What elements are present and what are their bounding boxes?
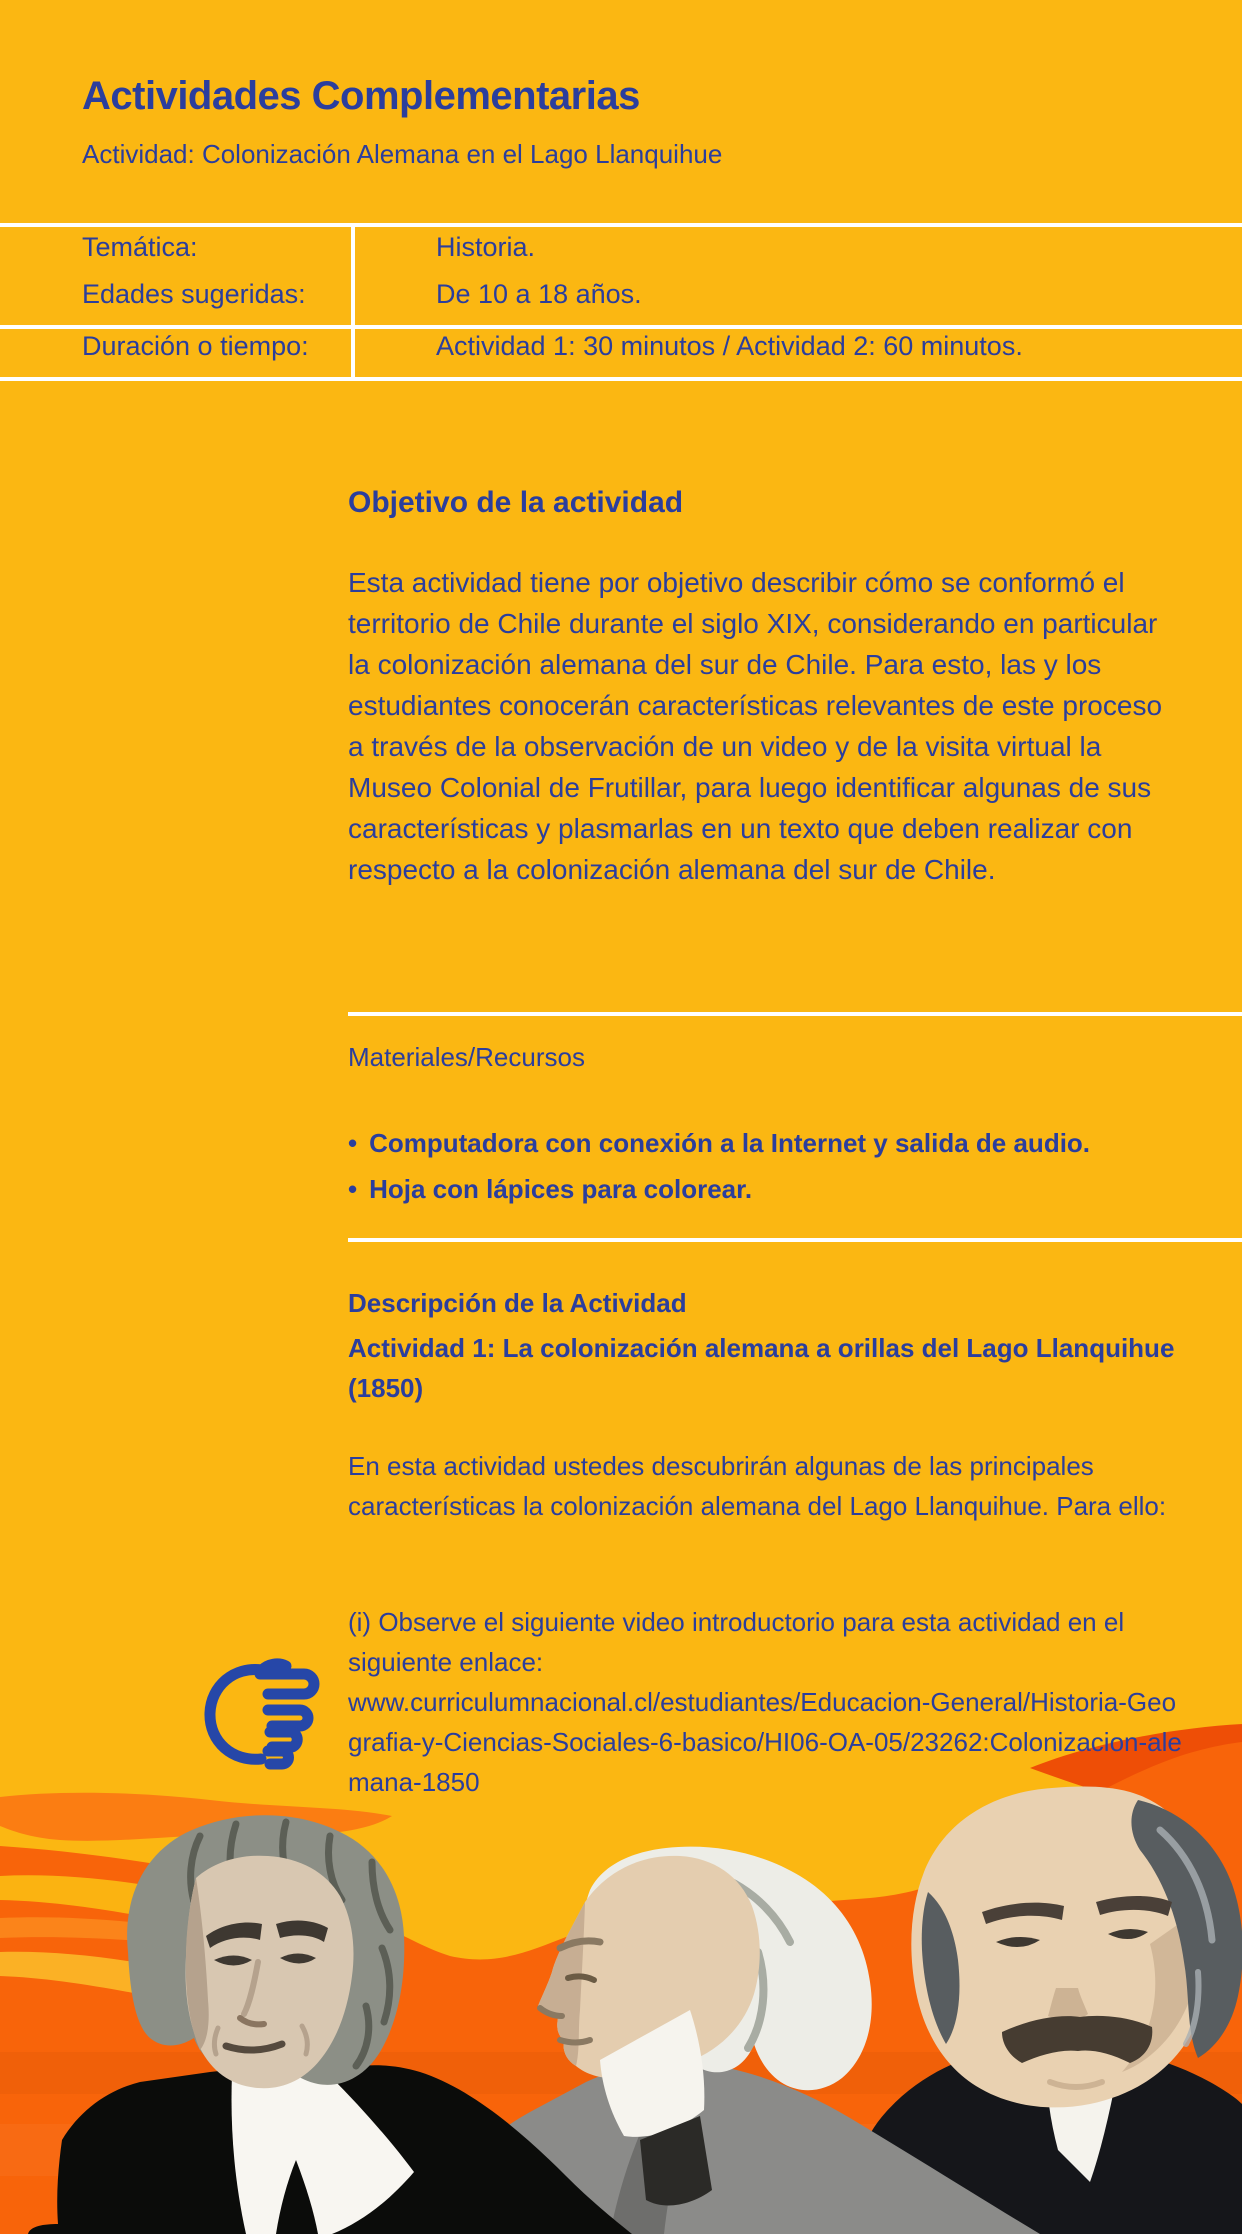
list-item-label: Hoja con lápices para colorear. — [369, 1174, 753, 1204]
activity-1-step-1: (i) Observe el siguiente video introductorio para esta actividad en el siguiente enlace: — [348, 1607, 1125, 1677]
table-label-tematica: Temática: — [82, 232, 198, 262]
table-column-divider — [351, 223, 355, 381]
video-link[interactable]: www.curriculumnacional.cl/estudiantes/Educacion-General/Historia-Geografia-y-Ciencias-Sociales-6-basico/HI06-OA-05/23262:Colonizacion-alemana-1850 — [348, 1687, 1182, 1797]
table-top-divider — [0, 223, 1242, 227]
list-item — [348, 1166, 1090, 1212]
list-item-label: Computadora con conexión a la Internet y salida de audio. — [369, 1128, 1091, 1158]
materials-top-divider — [348, 1012, 1242, 1016]
table-value-edades: De 10 a 18 años. — [436, 279, 642, 309]
description-heading: Descripción de la Actividad — [348, 1288, 687, 1318]
bullet-icon: • — [348, 1174, 358, 1204]
activity-1-intro: En esta actividad ustedes descubrirán algunas de las principales características la colonización alemana del Lago Llanquihue. Para ello: — [348, 1451, 1167, 1521]
activity-1-title: Actividad 1: La colonización alemana a orillas del Lago Llanquihue (1850) — [348, 1333, 1175, 1403]
page-title: Actividades Complementarias — [82, 74, 640, 118]
page-subtitle: Actividad: Colonización Alemana en el Lago Llanquihue — [82, 139, 723, 169]
table-value-tematica: Historia. — [436, 232, 536, 262]
objective-heading: Objetivo de la actividad — [348, 486, 684, 519]
table-middle-divider — [0, 325, 1242, 329]
table-label-duracion: Duración o tiempo: — [82, 331, 309, 361]
hand-pointing-right-icon — [198, 1650, 333, 1775]
materials-heading: Materiales/Recursos — [348, 1042, 585, 1072]
list-item — [348, 1120, 1090, 1166]
objective-paragraph: Esta actividad tiene por objetivo describir cómo se conformó el territorio de Chile durante el siglo XIX, considerando en particular la colonización alemana del sur de Chile. Para esto, las y los estudiantes conocerán características relevantes de este proceso a través de la observación de un video y de la visita virtual la Museo Colonial de Frutillar, para luego identificar algunas de sus características y plasmarlas en un texto que deben realizar con respecto a la colonización alemana del sur de Chile. — [348, 567, 1163, 885]
table-label-edades: Edades sugeridas: — [82, 279, 306, 309]
table-value-duracion: Actividad 1: 30 minutos / Actividad 2: 60 minutos. — [436, 331, 1023, 361]
table-bottom-divider — [0, 377, 1242, 381]
materials-bottom-divider — [348, 1238, 1242, 1242]
materials-list — [348, 1120, 1090, 1212]
bullet-icon: • — [348, 1128, 358, 1158]
